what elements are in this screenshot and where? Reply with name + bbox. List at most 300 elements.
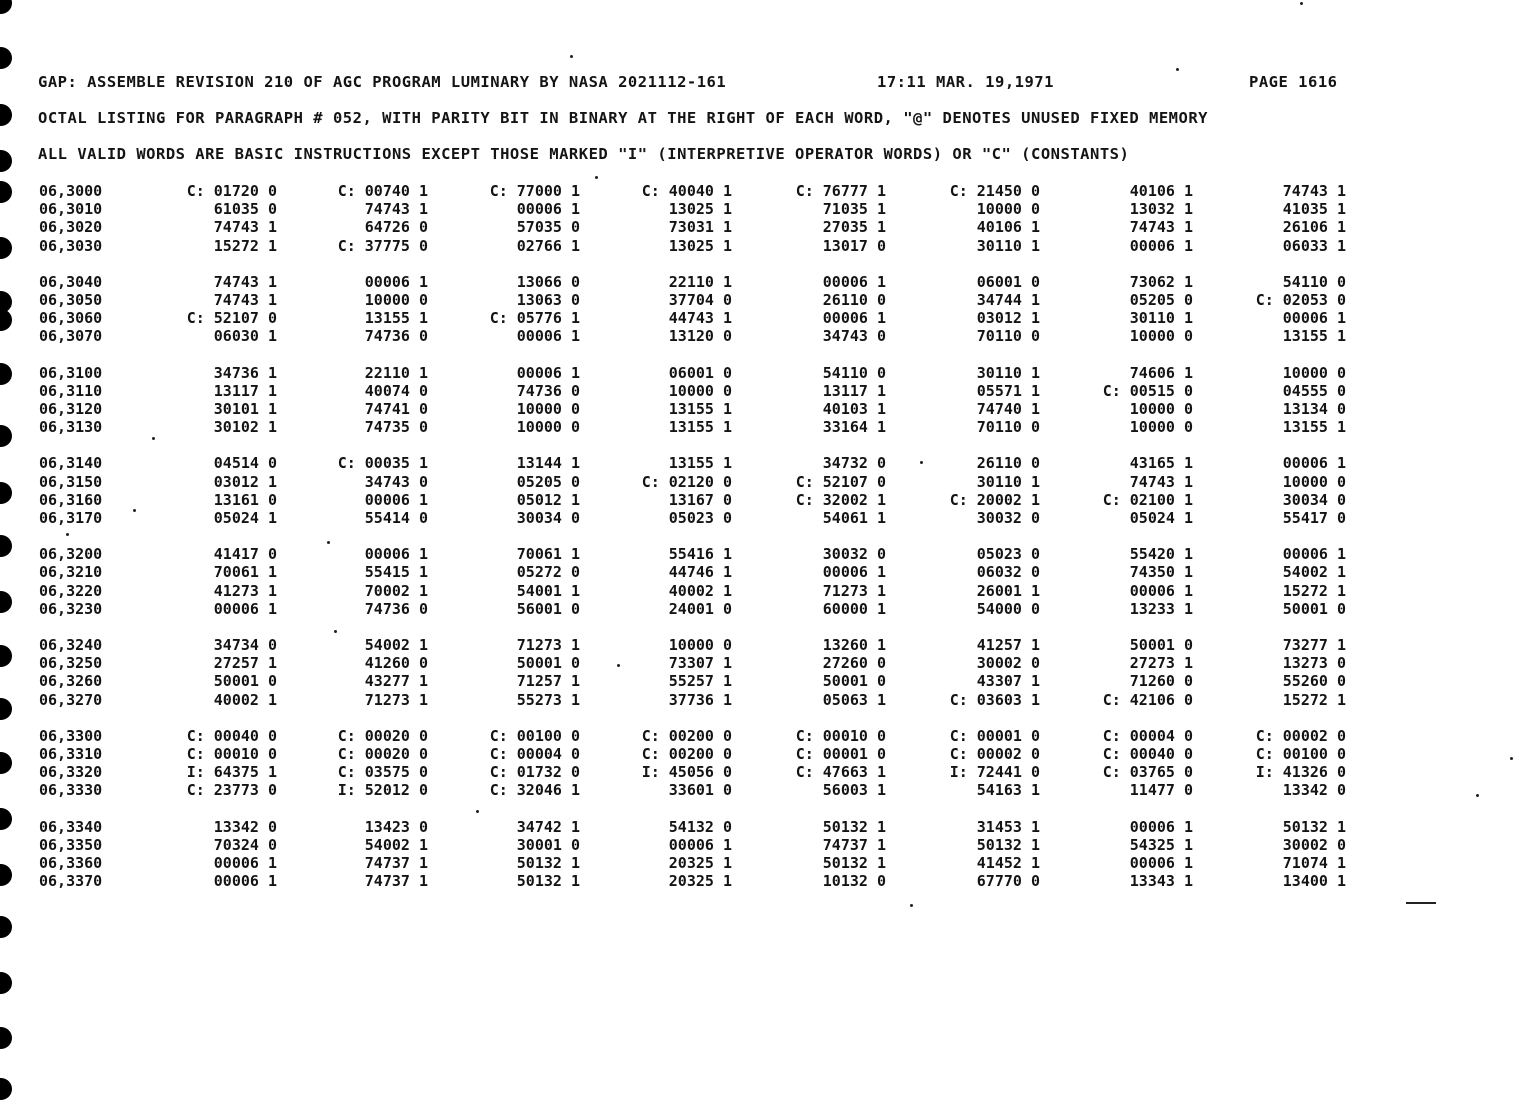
- octal-word: 33164 1: [822, 418, 886, 437]
- word-cell: [580, 654, 732, 672]
- octal-word: C: 01720 0: [186, 182, 277, 200]
- word-cell: [580, 672, 732, 690]
- word-cell: [428, 454, 580, 472]
- word-cell: [580, 382, 732, 400]
- word-cell: [276, 182, 428, 200]
- word-cell: [888, 563, 1040, 581]
- word-cell: [734, 364, 886, 382]
- word-cell: [734, 200, 886, 218]
- octal-word: 74743 1: [1282, 182, 1346, 200]
- word-cell: [125, 364, 277, 382]
- octal-word: 10000 0: [976, 200, 1040, 219]
- word-cell: [888, 364, 1040, 382]
- octal-word: 13423 0: [364, 817, 428, 836]
- octal-word: 60000 1: [822, 599, 886, 618]
- octal-word: 34743 0: [364, 472, 428, 491]
- octal-word: 22110 1: [364, 363, 428, 382]
- octal-word: 71260 0: [1129, 672, 1193, 691]
- octal-word: 10000 0: [1282, 472, 1346, 491]
- word-cell: [734, 400, 886, 418]
- table-row: [0, 400, 1530, 418]
- octal-word: 30102 1: [213, 418, 277, 437]
- word-cell: [125, 818, 277, 836]
- word-cell: [428, 854, 580, 872]
- octal-word: 05205 0: [1129, 290, 1193, 309]
- word-cell: [125, 563, 277, 581]
- octal-listing-table: [0, 182, 1530, 908]
- octal-word: 13400 1: [1282, 872, 1346, 891]
- word-cell: [1194, 327, 1346, 345]
- octal-word: 50132 1: [1282, 817, 1346, 836]
- octal-word: 50132 1: [516, 872, 580, 891]
- octal-word: 27260 0: [822, 654, 886, 673]
- word-cell: [1041, 818, 1193, 836]
- octal-word: 26110 0: [822, 290, 886, 309]
- octal-word: 13032 1: [1129, 200, 1193, 219]
- octal-word: 41257 1: [976, 635, 1040, 654]
- table-row: [0, 563, 1530, 581]
- word-cell: [1041, 854, 1193, 872]
- octal-word: 26001 1: [976, 581, 1040, 600]
- listing-block: [0, 273, 1530, 364]
- octal-word: 70324 0: [213, 835, 277, 854]
- word-cell: [580, 509, 732, 527]
- word-cell: [1041, 872, 1193, 890]
- octal-word: 30001 0: [516, 835, 580, 854]
- word-cell: [125, 836, 277, 854]
- octal-word: 13233 1: [1129, 599, 1193, 618]
- octal-word: C: 32046 1: [489, 781, 580, 800]
- row-address: 06,3120: [39, 399, 103, 418]
- word-cell: [1041, 400, 1193, 418]
- octal-word: 50132 1: [822, 853, 886, 872]
- word-cell: [734, 291, 886, 309]
- word-cell: [1041, 182, 1193, 200]
- binder-hole-icon: [0, 916, 12, 938]
- octal-word: 74743 1: [1129, 472, 1193, 491]
- word-cell: [1041, 582, 1193, 600]
- word-cell: [1041, 763, 1193, 781]
- word-cell: [888, 218, 1040, 236]
- octal-word: 40103 1: [822, 399, 886, 418]
- octal-word: C: 42106 0: [1102, 690, 1193, 709]
- row-address: 06,3330: [39, 781, 103, 800]
- word-cell: [276, 418, 428, 436]
- octal-word: C: 00010 0: [795, 726, 886, 745]
- octal-word: 13066 0: [516, 272, 580, 291]
- octal-word: C: 03603 1: [949, 690, 1040, 709]
- row-address: 06,3030: [39, 236, 103, 255]
- octal-word: 05024 1: [213, 508, 277, 527]
- octal-word: 74737 1: [364, 853, 428, 872]
- octal-word: 54002 1: [364, 635, 428, 654]
- row-address: 06,3140: [39, 454, 103, 473]
- word-cell: [1194, 654, 1346, 672]
- word-cell: [1194, 545, 1346, 563]
- octal-word: 40002 1: [668, 581, 732, 600]
- word-cell: [888, 654, 1040, 672]
- print-speck: [334, 630, 337, 633]
- octal-word: 00006 1: [1129, 581, 1193, 600]
- listing-block: [0, 636, 1530, 727]
- octal-word: 13155 1: [668, 454, 732, 473]
- word-cell: [888, 836, 1040, 854]
- table-row: [0, 364, 1530, 382]
- word-cell: [276, 309, 428, 327]
- octal-word: I: 41326 0: [1255, 763, 1346, 782]
- octal-word: 13134 0: [1282, 399, 1346, 418]
- listing-block: [0, 818, 1530, 909]
- octal-word: 54002 1: [1282, 563, 1346, 582]
- octal-word: 00006 1: [213, 599, 277, 618]
- word-cell: [125, 872, 277, 890]
- word-cell: [580, 291, 732, 309]
- word-cell: [580, 237, 732, 255]
- word-cell: [734, 872, 886, 890]
- octal-word: 00006 1: [1282, 454, 1346, 473]
- row-address: 06,3310: [39, 744, 103, 763]
- word-cell: [1194, 382, 1346, 400]
- word-cell: [734, 672, 886, 690]
- word-cell: [125, 763, 277, 781]
- octal-word: C: 02053 0: [1255, 290, 1346, 309]
- octal-word: 56001 0: [516, 599, 580, 618]
- word-cell: [1041, 545, 1193, 563]
- table-row: [0, 654, 1530, 672]
- octal-word: 30110 1: [976, 472, 1040, 491]
- word-cell: [734, 691, 886, 709]
- octal-word: 74606 1: [1129, 363, 1193, 382]
- word-cell: [125, 582, 277, 600]
- word-cell: [276, 491, 428, 509]
- octal-word: C: 03575 0: [337, 763, 428, 782]
- word-cell: [734, 473, 886, 491]
- word-cell: [428, 327, 580, 345]
- octal-word: 54132 0: [668, 817, 732, 836]
- table-row: [0, 327, 1530, 345]
- row-address: 06,3250: [39, 654, 103, 673]
- octal-word: 10000 0: [516, 418, 580, 437]
- octal-word: 10000 0: [668, 381, 732, 400]
- table-row: [0, 200, 1530, 218]
- word-cell: [276, 654, 428, 672]
- word-cell: [580, 545, 732, 563]
- word-cell: [428, 727, 580, 745]
- word-cell: [1194, 763, 1346, 781]
- octal-word: 30101 1: [213, 399, 277, 418]
- octal-word: 73031 1: [668, 218, 732, 237]
- octal-word: 55257 1: [668, 672, 732, 691]
- word-cell: [276, 545, 428, 563]
- table-row: [0, 745, 1530, 763]
- word-cell: [125, 400, 277, 418]
- row-address: 06,3170: [39, 508, 103, 527]
- word-cell: [125, 727, 277, 745]
- octal-word: 13063 0: [516, 290, 580, 309]
- octal-word: 10000 0: [1129, 418, 1193, 437]
- octal-word: 30110 1: [976, 236, 1040, 255]
- row-address: 06,3300: [39, 726, 103, 745]
- word-cell: [1041, 636, 1193, 654]
- octal-word: 05063 1: [822, 690, 886, 709]
- word-cell: [276, 273, 428, 291]
- octal-word: 10000 0: [668, 635, 732, 654]
- word-cell: [428, 672, 580, 690]
- octal-word: 00006 1: [364, 490, 428, 509]
- word-cell: [1041, 454, 1193, 472]
- octal-word: 54000 0: [976, 599, 1040, 618]
- binder-hole-icon: [0, 104, 12, 126]
- octal-word: C: 00515 0: [1102, 381, 1193, 400]
- octal-word: C: 00020 0: [337, 726, 428, 745]
- word-cell: [1194, 418, 1346, 436]
- octal-word: 15272 1: [213, 236, 277, 255]
- word-cell: [1194, 291, 1346, 309]
- print-speck: [570, 55, 573, 58]
- octal-word: I: 52012 0: [337, 781, 428, 800]
- word-cell: [1041, 291, 1193, 309]
- word-cell: [734, 237, 886, 255]
- word-cell: [276, 872, 428, 890]
- octal-word: 13342 0: [1282, 781, 1346, 800]
- word-cell: [734, 218, 886, 236]
- octal-word: 50001 0: [1282, 599, 1346, 618]
- word-cell: [428, 382, 580, 400]
- octal-word: 24001 0: [668, 599, 732, 618]
- octal-word: 13117 1: [213, 381, 277, 400]
- word-cell: [580, 473, 732, 491]
- print-speck: [617, 664, 620, 667]
- word-cell: [580, 727, 732, 745]
- octal-word: 15272 1: [1282, 581, 1346, 600]
- octal-word: 05023 0: [976, 545, 1040, 564]
- table-row: [0, 600, 1530, 618]
- word-cell: [888, 291, 1040, 309]
- octal-word: 41417 0: [213, 545, 277, 564]
- word-cell: [888, 418, 1040, 436]
- octal-word: 20325 1: [668, 872, 732, 891]
- octal-word: 67770 0: [976, 872, 1040, 891]
- listing-title: GAP: ASSEMBLE REVISION 210 OF AGC PROGRAM LUMINARY BY NASA 2021112-161: [38, 73, 727, 91]
- row-address: 06,3350: [39, 835, 103, 854]
- octal-word: 71257 1: [516, 672, 580, 691]
- word-cell: [276, 218, 428, 236]
- table-row: [0, 582, 1530, 600]
- octal-word: 70061 1: [213, 563, 277, 582]
- print-speck: [595, 176, 598, 179]
- word-cell: [125, 600, 277, 618]
- octal-word: C: 00200 0: [641, 726, 732, 745]
- word-cell: [276, 691, 428, 709]
- word-cell: [125, 509, 277, 527]
- word-cell: [125, 273, 277, 291]
- octal-word: C: 02100 1: [1102, 490, 1193, 509]
- word-cell: [888, 818, 1040, 836]
- row-address: 06,3270: [39, 690, 103, 709]
- row-address: 06,3100: [39, 363, 103, 382]
- word-cell: [580, 836, 732, 854]
- word-cell: [1194, 364, 1346, 382]
- word-cell: [734, 309, 886, 327]
- row-address: 06,3260: [39, 672, 103, 691]
- octal-word: 55416 1: [668, 545, 732, 564]
- word-cell: [1194, 691, 1346, 709]
- octal-word: C: 00002 0: [1255, 726, 1346, 745]
- word-cell: [276, 237, 428, 255]
- word-cell: [276, 563, 428, 581]
- word-cell: [734, 491, 886, 509]
- word-cell: [1194, 672, 1346, 690]
- row-address: 06,3210: [39, 563, 103, 582]
- word-cell: [580, 636, 732, 654]
- table-row: [0, 309, 1530, 327]
- word-cell: [428, 691, 580, 709]
- octal-word: 50132 1: [822, 817, 886, 836]
- octal-word: 05023 0: [668, 508, 732, 527]
- listing-block: [0, 454, 1530, 545]
- octal-word: I: 64375 1: [186, 763, 277, 782]
- listing-block: [0, 545, 1530, 636]
- word-cell: [1194, 182, 1346, 200]
- octal-word: 55420 1: [1129, 545, 1193, 564]
- octal-word: 33601 0: [668, 781, 732, 800]
- row-address: 06,3150: [39, 472, 103, 491]
- octal-word: 00006 1: [364, 272, 428, 291]
- octal-word: 30032 0: [822, 545, 886, 564]
- word-cell: [1194, 563, 1346, 581]
- octal-word: 40106 1: [1129, 182, 1193, 200]
- word-cell: [1194, 781, 1346, 799]
- word-cell: [428, 273, 580, 291]
- octal-word: 13120 0: [668, 327, 732, 346]
- octal-word: 44746 1: [668, 563, 732, 582]
- octal-word: 30034 0: [516, 508, 580, 527]
- octal-word: C: 01732 0: [489, 763, 580, 782]
- print-speck: [1476, 794, 1479, 797]
- table-row: [0, 836, 1530, 854]
- row-address: 06,3110: [39, 381, 103, 400]
- octal-word: 30110 1: [1129, 309, 1193, 328]
- word-cell: [125, 691, 277, 709]
- word-cell: [276, 454, 428, 472]
- word-cell: [276, 727, 428, 745]
- word-cell: [888, 273, 1040, 291]
- octal-word: 13260 1: [822, 635, 886, 654]
- word-cell: [1041, 836, 1193, 854]
- table-row: [0, 636, 1530, 654]
- word-cell: [276, 473, 428, 491]
- octal-word: C: 40040 1: [641, 182, 732, 200]
- word-cell: [1041, 727, 1193, 745]
- octal-word: 00006 1: [1282, 309, 1346, 328]
- table-row: [0, 237, 1530, 255]
- octal-word: 26110 0: [976, 454, 1040, 473]
- octal-word: 13155 1: [1282, 418, 1346, 437]
- row-address: 06,3230: [39, 599, 103, 618]
- word-cell: [125, 182, 277, 200]
- word-cell: [1041, 563, 1193, 581]
- word-cell: [734, 273, 886, 291]
- word-cell: [580, 182, 732, 200]
- octal-word: 13025 1: [668, 236, 732, 255]
- word-cell: [734, 382, 886, 400]
- word-cell: [1194, 218, 1346, 236]
- octal-word: 41035 1: [1282, 200, 1346, 219]
- octal-word: 54110 0: [822, 363, 886, 382]
- octal-word: 27257 1: [213, 654, 277, 673]
- word-cell: [1194, 636, 1346, 654]
- octal-word: 41452 1: [976, 853, 1040, 872]
- word-cell: [1194, 473, 1346, 491]
- octal-word: 27035 1: [822, 218, 886, 237]
- word-cell: [580, 327, 732, 345]
- table-row: [0, 854, 1530, 872]
- print-speck: [152, 437, 155, 440]
- word-cell: [276, 509, 428, 527]
- octal-word: 74736 0: [364, 327, 428, 346]
- word-cell: [428, 636, 580, 654]
- word-cell: [1041, 309, 1193, 327]
- word-cell: [125, 382, 277, 400]
- word-cell: [428, 364, 580, 382]
- word-cell: [734, 745, 886, 763]
- octal-word: 50001 0: [213, 672, 277, 691]
- row-address: 06,3160: [39, 490, 103, 509]
- octal-word: 10000 0: [364, 290, 428, 309]
- octal-word: 74743 1: [213, 290, 277, 309]
- octal-word: C: 23773 0: [186, 781, 277, 800]
- octal-word: 56003 1: [822, 781, 886, 800]
- octal-word: 43277 1: [364, 672, 428, 691]
- octal-word: 50132 1: [516, 853, 580, 872]
- word-cell: [428, 200, 580, 218]
- word-cell: [734, 854, 886, 872]
- octal-word: C: 00020 0: [337, 744, 428, 763]
- table-row: [0, 691, 1530, 709]
- word-cell: [125, 672, 277, 690]
- word-cell: [125, 781, 277, 799]
- octal-word: 04514 0: [213, 454, 277, 473]
- word-cell: [888, 691, 1040, 709]
- octal-word: C: 05776 1: [489, 309, 580, 328]
- row-address: 06,3320: [39, 763, 103, 782]
- word-cell: [888, 781, 1040, 799]
- octal-word: 71273 1: [364, 690, 428, 709]
- word-cell: [125, 309, 277, 327]
- print-mark: [1406, 902, 1436, 904]
- word-cell: [888, 545, 1040, 563]
- row-address: 06,3130: [39, 418, 103, 437]
- word-cell: [1194, 836, 1346, 854]
- octal-word: 10000 0: [1129, 399, 1193, 418]
- octal-word: 54002 1: [364, 835, 428, 854]
- word-cell: [1194, 454, 1346, 472]
- octal-word: 00006 1: [822, 272, 886, 291]
- word-cell: [125, 454, 277, 472]
- word-cell: [125, 291, 277, 309]
- octal-word: 10000 0: [1282, 363, 1346, 382]
- octal-word: 06033 1: [1282, 236, 1346, 255]
- octal-word: 30034 0: [1282, 490, 1346, 509]
- word-cell: [125, 418, 277, 436]
- octal-word: C: 03765 0: [1102, 763, 1193, 782]
- octal-word: 74743 1: [1129, 218, 1193, 237]
- octal-word: 06030 1: [213, 327, 277, 346]
- word-cell: [1041, 509, 1193, 527]
- octal-word: 71074 1: [1282, 853, 1346, 872]
- octal-word: 74737 1: [822, 835, 886, 854]
- table-row: [0, 418, 1530, 436]
